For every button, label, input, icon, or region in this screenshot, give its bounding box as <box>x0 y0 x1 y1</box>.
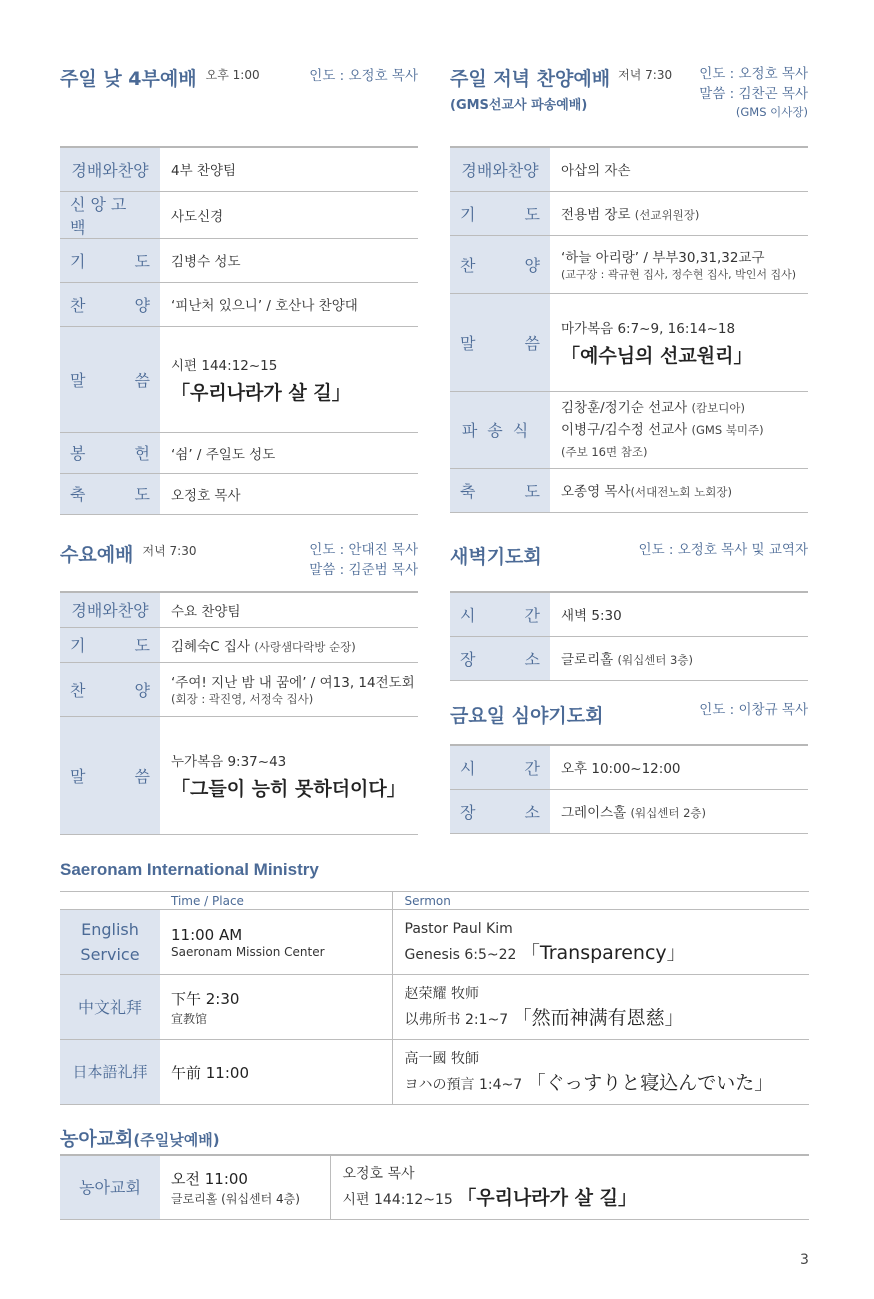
friday-leader: 인도 : 이창규 목사 <box>699 702 808 718</box>
row-label <box>60 716 160 834</box>
label-char: 소 <box>524 802 540 822</box>
row-value <box>160 716 418 834</box>
row-value <box>160 627 418 662</box>
evening-preacher-text: 말씀 : 김찬곤 목사 <box>699 86 808 102</box>
intl-label-japanese <box>60 1040 160 1105</box>
row-label <box>450 789 550 833</box>
row-label <box>450 745 550 789</box>
friday-title: 금요일 심야기도회 <box>450 705 604 727</box>
label-char: 씀 <box>134 766 150 786</box>
time-text: 午前 11:00 <box>171 1063 249 1082</box>
label-text: 경배와찬양 <box>461 160 539 180</box>
value-text: 글로리홀 <box>561 652 614 668</box>
preacher-text: 오정호 목사 <box>342 1166 415 1183</box>
row-label <box>450 636 550 680</box>
label-char: 말 <box>70 370 86 390</box>
row-label <box>60 627 160 662</box>
wednesday-preacher-text: 말씀 : 김준범 목사 <box>309 562 418 578</box>
label-char: 봉 <box>70 444 86 463</box>
evening-title: 주일 저녁 찬양예배 <box>450 68 611 90</box>
preacher-text: 高一國 牧師 <box>404 1051 479 1067</box>
row-label <box>450 391 550 468</box>
evening-time: 저녁 7:30 <box>618 68 673 82</box>
value-text: 그레이스홀 <box>561 805 627 821</box>
sermon-title: 「그들이 능히 못하더이다」 <box>171 777 406 800</box>
value-note: (선교위원장) <box>634 208 700 222</box>
wednesday-header <box>60 540 260 567</box>
row-label <box>60 592 160 627</box>
row-value <box>550 636 808 680</box>
label-char: 양 <box>524 255 540 275</box>
row-value <box>550 293 808 391</box>
row-value <box>160 662 418 716</box>
row-value <box>160 326 418 432</box>
label-char: 장 <box>460 802 476 822</box>
label-text: 파송식 <box>461 421 539 440</box>
missionary-note: (캄보디아) <box>691 400 745 415</box>
dawn-leader: 인도 : 오정호 목사 및 교역자 <box>638 542 808 558</box>
wednesday-leader-text: 인도 : 안대진 목사 <box>309 542 418 558</box>
col-sermon-header: Sermon <box>392 892 809 910</box>
time-text: 11:00 AM <box>171 925 243 944</box>
intl-table <box>60 891 809 1105</box>
value-note: (워십센터 2층) <box>630 806 707 820</box>
wednesday-leader <box>260 540 418 580</box>
time-text: 下午 2:30 <box>171 989 240 1008</box>
label-char: 씀 <box>524 333 540 353</box>
row-value: 김병수 성도 <box>160 238 418 282</box>
wednesday-time: 저녁 7:30 <box>142 544 197 558</box>
intl-sermon <box>392 975 809 1040</box>
preacher-text: 赵荣耀 牧师 <box>404 986 479 1002</box>
label-char: 간 <box>524 758 540 778</box>
preacher-text: Pastor Paul Kim <box>404 921 513 937</box>
deaf-title: 농아교회 <box>60 1128 134 1150</box>
intl-time <box>160 910 392 975</box>
value-note: (사랑샘다락방 순장) <box>254 639 356 654</box>
row-value: ‘쉼’ / 주일도 성도 <box>160 432 418 473</box>
value-text: ‘하늘 아리랑’ / 부부30,31,32교구 <box>561 250 765 266</box>
header-spacer <box>60 892 160 910</box>
page-number: 3 <box>800 1252 809 1268</box>
sermon-title: 「ぐっすりと寝込んでいた」 <box>526 1072 774 1094</box>
row-value <box>550 468 808 512</box>
row-value: 아삽의 자손 <box>550 147 808 191</box>
label-line: 日本語礼拝 <box>72 1062 148 1081</box>
label-char: 기 <box>460 204 476 224</box>
scripture-ref: ヨハの預言 1:4~7 <box>404 1077 523 1093</box>
scripture-ref: 시편 144:12~15 <box>171 357 278 374</box>
time-text: 오전 11:00 <box>171 1169 248 1188</box>
label-char: 도 <box>134 251 150 271</box>
deaf-table <box>60 1154 809 1220</box>
row-value: 오정호 목사 <box>160 473 418 514</box>
label-char: 양 <box>134 295 150 315</box>
col-time-header: Time / Place <box>160 892 392 910</box>
label-char: 간 <box>524 605 540 625</box>
sermon-title: 「우리나라가 살 길」 <box>171 381 351 404</box>
missionary-line: 김창훈/정기순 선교사 <box>561 399 688 416</box>
sunday4-leader: 인도 : 오정호 목사 <box>309 68 418 84</box>
value-text: 오종영 목사 <box>561 484 631 500</box>
label-char: 기 <box>70 251 86 271</box>
label-char: 도 <box>134 485 150 504</box>
label-char: 축 <box>70 485 86 504</box>
label-char: 도 <box>134 636 150 655</box>
label-char: 도 <box>524 481 540 501</box>
intl-time <box>160 1040 392 1105</box>
label-char: 말 <box>460 333 476 353</box>
dawn-table <box>450 591 808 681</box>
place-text: Saeronam Mission Center <box>171 944 325 959</box>
label-line: 中文礼拜 <box>77 997 142 1017</box>
evening-leader-text: 인도 : 오정호 목사 <box>699 66 808 82</box>
sermon-title: 「예수님의 선교원리」 <box>561 344 753 367</box>
scripture-ref: 누가복음 9:37~43 <box>171 753 287 770</box>
evening-preacher-note: (GMS 이사장) <box>735 105 808 119</box>
sermon-title: 「然而神满有恩慈」 <box>512 1007 684 1029</box>
label-line: English <box>81 920 139 939</box>
row-value: 4부 찬양팀 <box>160 147 418 191</box>
label-char: 씀 <box>134 370 150 390</box>
label-char: 찬 <box>70 295 86 315</box>
label-char: 양 <box>134 680 150 700</box>
row-label <box>450 235 550 293</box>
dawn-title: 새벽기도회 <box>450 546 542 568</box>
row-label <box>60 662 160 716</box>
wednesday-title: 수요예배 <box>60 544 134 566</box>
row-label <box>60 432 160 473</box>
label-char: 찬 <box>460 255 476 275</box>
evening-leader <box>660 64 808 120</box>
row-value: 수요 찬양팀 <box>160 592 418 627</box>
scripture-ref: 시편 144:12~15 <box>342 1192 453 1209</box>
label-line: Service <box>80 945 140 964</box>
value-text: 김혜숙C 집사 <box>171 638 250 655</box>
scripture-ref: Genesis 6:5~22 <box>404 947 517 963</box>
label-text: 경배와찬양 <box>71 601 149 621</box>
scripture-ref: 마가복음 6:7~9, 16:14~18 <box>561 320 736 337</box>
row-value: 오후 10:00~12:00 <box>550 745 808 789</box>
row-value <box>550 789 808 833</box>
friday-table <box>450 744 808 834</box>
deaf-title-sub: (주일낮예배) <box>133 1131 220 1149</box>
row-label <box>450 147 550 191</box>
row-label <box>60 282 160 326</box>
value-note: (워십센터 3층) <box>617 653 693 667</box>
row-label <box>60 238 160 282</box>
intl-title: Saeronam International Ministry <box>60 860 319 879</box>
label-char: 찬 <box>70 680 86 700</box>
row-label <box>60 147 160 191</box>
deaf-sermon <box>330 1155 809 1219</box>
intl-sermon <box>392 910 809 975</box>
row-value <box>550 235 808 293</box>
row-value: 사도신경 <box>160 191 418 238</box>
row-label <box>450 468 550 512</box>
intl-sermon <box>392 1040 809 1105</box>
intl-label-chinese <box>60 975 160 1040</box>
scripture-ref: 以弗所书 2:1~7 <box>404 1012 509 1028</box>
row-label <box>450 293 550 391</box>
wednesday-order-table <box>60 591 418 835</box>
intl-label-english <box>60 910 160 975</box>
sermon-title: 「우리나라가 살 길」 <box>457 1187 637 1210</box>
label-char: 헌 <box>134 444 150 463</box>
intl-time <box>160 975 392 1040</box>
value-text: 전용범 장로 <box>561 207 631 223</box>
deaf-header <box>60 1124 220 1151</box>
label-text: 신앙고백 <box>70 194 132 237</box>
evening-subtitle: (GMS선교사 파송예배) <box>450 98 588 113</box>
label-char: 시 <box>460 758 476 778</box>
row-label <box>450 191 550 235</box>
label-char: 축 <box>460 481 476 501</box>
missionary-note: (GMS 북미주) <box>691 422 764 437</box>
label-char: 기 <box>70 636 86 655</box>
sunday4-order-table <box>60 146 418 515</box>
row-label <box>60 473 160 514</box>
label-char: 소 <box>524 649 540 669</box>
value-text: ‘주여! 지난 밤 내 꿈에’ / 여13, 14전도회 <box>171 675 415 691</box>
reference-note: (주보 16면 참조) <box>561 444 648 459</box>
row-value <box>550 191 808 235</box>
row-label <box>60 326 160 432</box>
label-char: 말 <box>70 766 86 786</box>
deaf-time <box>160 1155 330 1219</box>
place-text: 글로리홀 (워십센터 4층) <box>171 1191 300 1206</box>
label-char: 도 <box>524 204 540 224</box>
sunday4-time: 오후 1:00 <box>205 68 260 82</box>
value-note: (회장 : 곽진영, 서정숙 집사) <box>171 692 314 706</box>
place-text: 宣教馆 <box>171 1011 208 1026</box>
sunday4-title: 주일 낮 4부예배 <box>60 68 197 90</box>
row-label <box>60 191 160 238</box>
label-text: 경배와찬양 <box>71 160 149 180</box>
label-char: 시 <box>460 605 476 625</box>
label-char: 장 <box>460 649 476 669</box>
value-note: (서대전노회 노회장) <box>630 485 732 499</box>
row-value: ‘피난처 있으니’ / 호산나 찬양대 <box>160 282 418 326</box>
value-note: (교구장 : 곽규현 집사, 정수현 집사, 박인서 집사) <box>561 268 797 281</box>
row-value <box>550 391 808 468</box>
evening-order-table <box>450 146 808 513</box>
deaf-label: 농아교회 <box>60 1155 160 1219</box>
missionary-line: 이병구/김수정 선교사 <box>561 421 688 438</box>
row-label <box>450 592 550 636</box>
row-value: 새벽 5:30 <box>550 592 808 636</box>
sermon-title: 「Transparency」 <box>520 942 686 964</box>
